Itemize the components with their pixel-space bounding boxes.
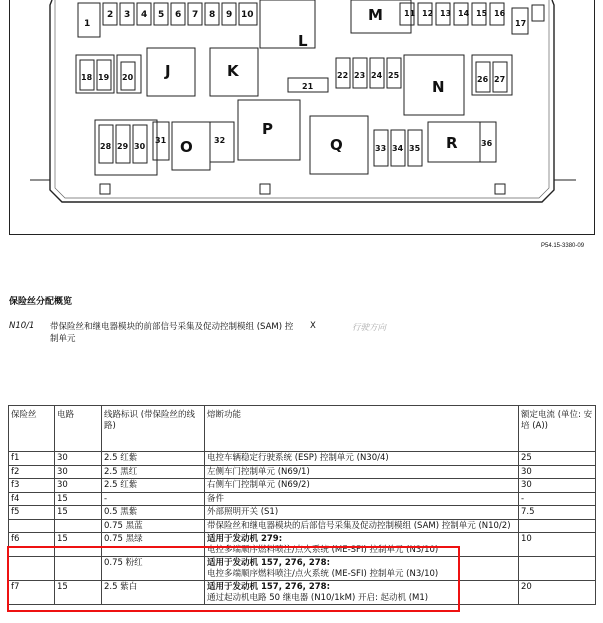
svg-text:31: 31 [155,136,167,145]
svg-text:17: 17 [515,19,527,28]
cell-wire: 2.5 红紫 [102,479,205,493]
component-description: 带保险丝和继电器模块的前部信号采集及促动控制模组 (SAM) 控制单元 [50,322,294,344]
cell-wire: 2.5 黑红 [102,465,205,479]
cell-rating: - [519,492,596,506]
header-wire: 线路标识 (带保险丝的线路) [102,406,205,452]
svg-text:18: 18 [81,73,93,82]
svg-text:26: 26 [477,75,489,84]
svg-text:5: 5 [158,10,165,20]
cell-function: 备件 [205,492,519,506]
svg-text:J: J [165,62,171,80]
svg-text:16: 16 [494,9,506,18]
svg-text:2: 2 [107,10,114,20]
svg-text:28: 28 [100,142,112,151]
cell-circuit [55,557,102,581]
table-row [9,465,596,479]
table-row [9,533,596,557]
svg-text:12: 12 [422,9,434,18]
header-fuse: 保险丝 [9,406,55,452]
svg-text:O: O [180,138,193,156]
cell-circuit: 30 [55,479,102,493]
svg-text:24: 24 [371,71,383,80]
cell-circuit: 15 [55,581,102,605]
cell-function: 外部照明开关 (S1) [205,506,519,520]
header-circuit: 电路 [55,406,102,452]
svg-text:27: 27 [494,75,506,84]
table-row [9,581,596,605]
cell-wire: 0.75 粉红 [102,557,205,581]
svg-text:11: 11 [404,9,416,18]
svg-text:R: R [446,134,458,152]
fuse-table [8,405,596,605]
section-title: 保险丝分配概览 [9,297,73,307]
svg-text:32: 32 [214,136,226,145]
table-header-row [9,406,596,452]
table-row [9,519,596,533]
cell-fuse: f4 [9,492,55,506]
cell-circuit: 30 [55,465,102,479]
cell-rating: 10 [519,533,596,557]
cell-circuit: 15 [55,492,102,506]
svg-text:35: 35 [409,144,421,153]
svg-text:8: 8 [209,10,216,20]
cell-circuit: 30 [55,452,102,466]
svg-text:6: 6 [175,10,182,20]
cell-fuse: f6 [9,533,55,557]
svg-text:K: K [227,62,239,80]
svg-text:9: 9 [226,10,233,20]
svg-text:14: 14 [458,9,470,18]
header-rating: 额定电流 (单位: 安培 (A)) [519,406,596,452]
cell-rating [519,557,596,581]
cell-circuit: 15 [55,533,102,557]
engine-applicability: 适用于发动机 279: [207,534,283,544]
fuse-box-diagram-frame [9,0,595,235]
svg-text:L: L [298,32,308,50]
function-text: 电控多端顺序燃料喷注/点火系统 (ME-SFI) 控制单元 (N3/10) [207,544,439,555]
header-function: 熔断功能 [205,406,519,452]
svg-text:36: 36 [481,139,493,148]
cell-function: 左侧车门控制单元 (N69/1) [205,465,519,479]
cell-fuse: f2 [9,465,55,479]
svg-text:4: 4 [141,10,148,20]
table-row [9,506,596,520]
cell-function [205,557,519,581]
svg-text:7: 7 [192,10,199,20]
cell-function: 电控车辆稳定行驶系统 (ESP) 控制单元 (N30/4) [205,452,519,466]
cell-wire: 2.5 红紫 [102,452,205,466]
fuse-label-1: 1 [84,19,91,29]
cell-function: 右侧车门控制单元 (N69/2) [205,479,519,493]
svg-text:23: 23 [354,71,366,80]
cell-wire: 0.75 黑绿 [102,533,205,557]
svg-text:P: P [262,120,273,138]
component-code: N10/1 [9,321,35,331]
fuse-box-diagram [10,0,596,235]
cell-wire: - [102,492,205,506]
component-x-marker: X [310,321,316,331]
cell-fuse [9,519,55,533]
cell-function: 带保险丝和继电器模块的后部信号采集及促动控制模组 (SAM) 控制单元 (N10/2) [205,519,519,533]
cell-wire: 2.5 紫白 [102,581,205,605]
svg-text:13: 13 [440,9,452,18]
svg-text:33: 33 [375,144,387,153]
cell-wire: 0.5 黑紫 [102,506,205,520]
cell-wire: 0.75 黑蓝 [102,519,205,533]
svg-text:22: 22 [337,71,349,80]
table-row [9,557,596,581]
cell-fuse: f7 [9,581,55,605]
cell-fuse: f3 [9,479,55,493]
cell-rating: 30 [519,465,596,479]
svg-text:25: 25 [388,71,400,80]
function-text: 电控多端顺序燃料喷注/点火系统 (ME-SFI) 控制单元 (N3/10) [207,568,439,579]
figure-id: P54.15-3380-09 [541,243,585,249]
svg-text:15: 15 [476,9,488,18]
cell-fuse: f5 [9,506,55,520]
fuse-row-top [78,0,544,48]
svg-text:Q: Q [330,136,343,154]
cell-function [205,533,519,557]
cell-rating [519,519,596,533]
cell-fuse [9,557,55,581]
cell-circuit: 15 [55,506,102,520]
svg-text:19: 19 [98,73,110,82]
direction-of-travel-label: 行驶方向 [352,323,387,333]
svg-text:N: N [432,78,445,96]
table-row [9,492,596,506]
svg-text:21: 21 [302,82,314,91]
svg-text:20: 20 [122,73,134,82]
svg-text:29: 29 [117,142,129,151]
svg-text:30: 30 [134,142,146,151]
svg-text:10: 10 [241,10,254,20]
cell-rating: 25 [519,452,596,466]
table-row [9,452,596,466]
cell-circuit [55,519,102,533]
svg-text:34: 34 [392,144,404,153]
function-text: 通过起动机电路 50 继电器 (N10/1kM) 开启: 起动机 (M1) [207,592,429,603]
table-row [9,479,596,493]
svg-text:3: 3 [124,10,131,20]
cell-rating: 7.5 [519,506,596,520]
cell-rating: 30 [519,479,596,493]
engine-applicability: 适用于发动机 157, 276, 278: [207,582,330,592]
engine-applicability: 适用于发动机 157, 276, 278: [207,558,330,568]
cell-fuse: f1 [9,452,55,466]
cell-function [205,581,519,605]
cell-rating: 20 [519,581,596,605]
svg-text:M: M [368,6,383,24]
